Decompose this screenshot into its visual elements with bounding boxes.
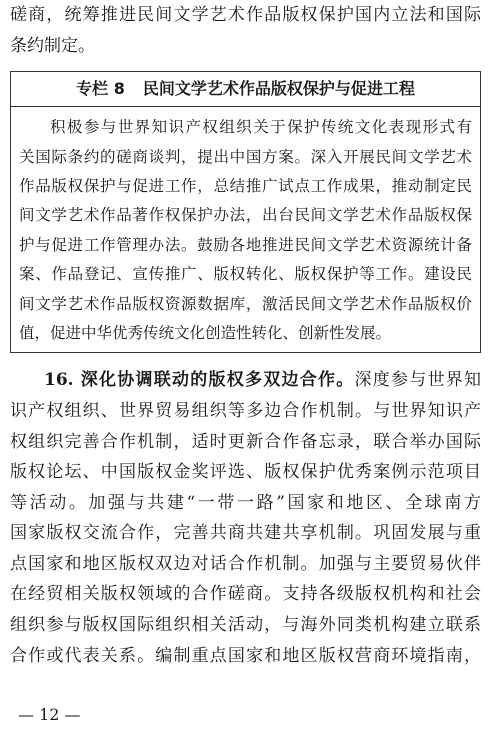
sidebar-box-8 xyxy=(10,71,481,353)
box-line: 关国际条约的磋商谈判，提出中国方案。深入开展民间文学艺术 xyxy=(19,147,472,166)
section-line: 点国家和地区版权双边对话合作机制。加强与主要贸易伙伴 xyxy=(10,553,481,574)
text-line: 条约制定。 xyxy=(10,35,95,56)
box-heading: 民间文学艺术作品版权保护与促进工程 xyxy=(142,79,415,99)
box-line: 间文学艺术作品著作权保护办法，出台民间文学艺术作品版权保 xyxy=(19,206,472,225)
document-page xyxy=(10,0,481,671)
box-line: 案、作品登记、宣传推广、版权转化、版权保护等工作。建设民 xyxy=(19,265,472,284)
box-line: 间文学艺术作品版权资源数据库，激活民间文学艺术作品版权价 xyxy=(19,294,472,313)
text-line: 磋商，统筹推进民间文学艺术作品版权保护国内立法和国际 xyxy=(10,5,481,25)
box-line: 护与促进工作管理办法。鼓励各地推进民间文学艺术资源统计备 xyxy=(19,235,472,254)
section-line: 版权论坛、中国版权金奖评选、版权保护优秀案例示范项目 xyxy=(10,462,481,483)
section-heading: 16. 深化协调联动的版权多双边合作。 xyxy=(44,370,355,391)
section-line: 识产权组织、世界贸易组织等多边合作机制。与世界知识产 xyxy=(10,400,481,421)
page-number: — 12 — xyxy=(18,705,81,724)
section-first-line xyxy=(10,365,481,396)
box-line: 积极参与世界知识产权组织关于保护传统文化表现形式有 xyxy=(50,118,472,137)
box-body xyxy=(11,107,480,352)
section-line: 合作或代表关系。编制重点国家和地区版权营商环境指南， xyxy=(10,645,481,666)
section-first-line-rest: 深度参与世界知 xyxy=(354,370,481,391)
section-line: 权组织完善合作机制，适时更新合作备忘录，联合举办国际 xyxy=(10,431,481,452)
section-16 xyxy=(10,365,481,671)
box-line: 作品版权保护与促进工作，总结推广试点工作成果，推动制定民 xyxy=(19,176,472,195)
section-line: 国家版权交流合作，完善共商共建共享机制。巩固发展与重 xyxy=(10,523,481,544)
section-line: 等活动。加强与共建“一带一路”国家和地区、全球南方 xyxy=(10,492,481,513)
box-line: 值，促进中华优秀传统文化创造性转化、创新性发展。 xyxy=(19,323,392,342)
intro-paragraph xyxy=(10,0,481,61)
box-label: 专栏 8 xyxy=(76,79,125,99)
section-line: 组织参与版权国际组织相关活动，与海外同类机构建立联系 xyxy=(10,615,481,636)
box-title xyxy=(11,72,480,107)
section-line: 在经贸相关版权领域的合作磋商。支持各级版权机构和社会 xyxy=(10,584,481,605)
